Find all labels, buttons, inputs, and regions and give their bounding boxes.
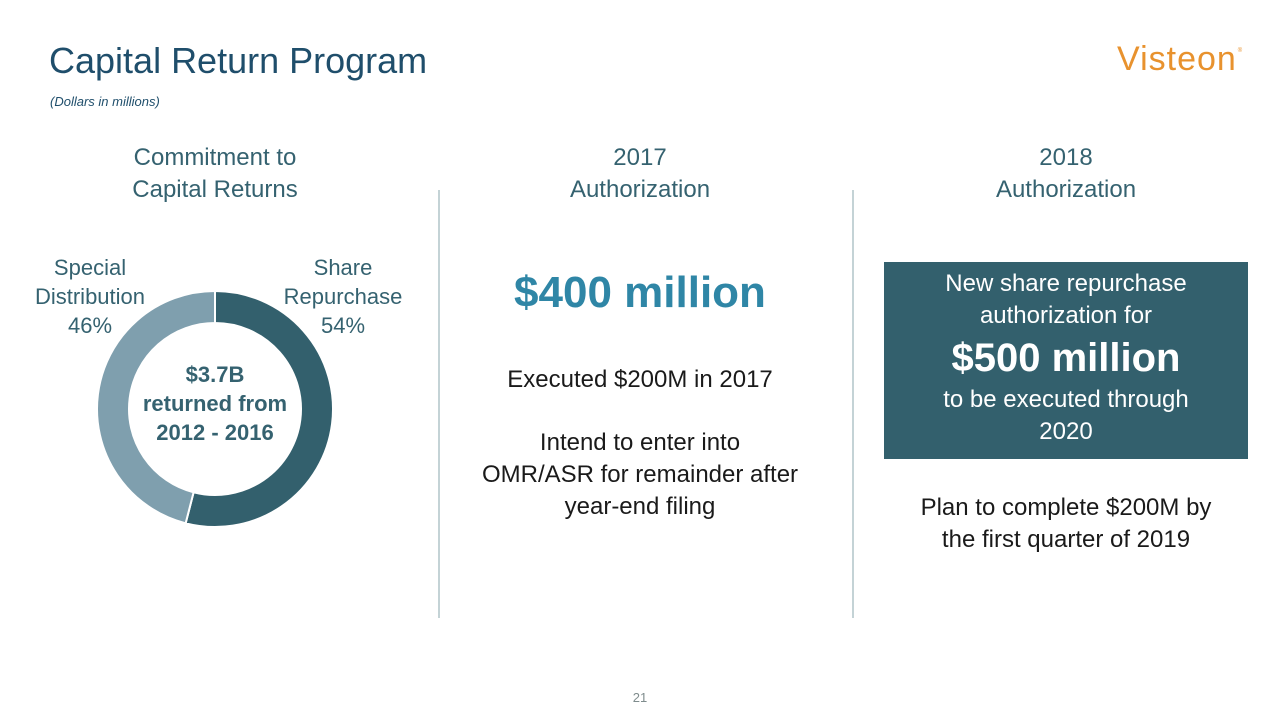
auth-2018-box-line2: authorization for: [979, 302, 1153, 329]
special-distribution-value: 46%: [67, 313, 113, 338]
auth-2018-box: [884, 262, 1248, 459]
auth-2018-box-amount: $500 million: [951, 336, 1181, 380]
auth-2017-intent-line2: OMR/ASR for remainder after: [481, 461, 799, 488]
auth-2018-heading-line2: Authorization: [995, 176, 1137, 203]
donut-center-line3: 2012 - 2016: [156, 420, 274, 445]
auth-2017-amount: $400 million: [514, 268, 766, 317]
auth-2018-plan-line1: Plan to complete $200M by: [920, 494, 1212, 521]
auth-2018-heading-line1: 2018: [1039, 144, 1093, 171]
special-distribution-label-line1: Special: [53, 255, 127, 280]
page-title: Capital Return Program: [49, 40, 428, 81]
logo-text: Visteon: [1117, 40, 1237, 78]
commitment-heading: [65, 142, 365, 206]
auth-2018-heading: [916, 142, 1216, 206]
commitment-heading-line2: Capital Returns: [132, 176, 298, 203]
auth-2017-heading: [490, 142, 790, 206]
special-distribution-label-line2: Distribution: [34, 284, 146, 309]
auth-2018-plan-line2: the first quarter of 2019: [941, 526, 1191, 553]
donut-center-text: [120, 360, 310, 447]
auth-2017-intent-line3: year-end filing: [564, 493, 716, 520]
auth-2018-box-line4: 2020: [1039, 418, 1093, 445]
donut-center-line1: $3.7B: [185, 362, 245, 387]
column-divider-left: [438, 190, 440, 618]
auth-2017-heading-line2: Authorization: [569, 176, 711, 203]
auth-2017-executed: Executed $200M in 2017: [507, 366, 773, 393]
auth-2017-intent: [440, 427, 840, 523]
auth-2017-heading-line1: 2017: [613, 144, 667, 171]
commitment-heading-line1: Commitment to: [133, 144, 297, 171]
visteon-logo: [1117, 40, 1243, 79]
auth-2018-box-line3: to be executed through: [943, 386, 1189, 413]
auth-2017-intent-line1: Intend to enter into: [539, 429, 741, 456]
share-repurchase-label-line2: Repurchase: [283, 284, 403, 309]
auth-2018-plan: [866, 492, 1266, 556]
registered-mark: ®: [1237, 48, 1244, 54]
column-divider-right: [852, 190, 854, 618]
auth-2018-box-line1: New share repurchase: [945, 270, 1187, 297]
page-subtitle: (Dollars in millions): [50, 94, 160, 109]
page-number: 21: [632, 690, 648, 705]
share-repurchase-label-line1: Share: [313, 255, 373, 280]
donut-center-line2: returned from: [142, 391, 288, 416]
share-repurchase-value: 54%: [320, 313, 366, 338]
